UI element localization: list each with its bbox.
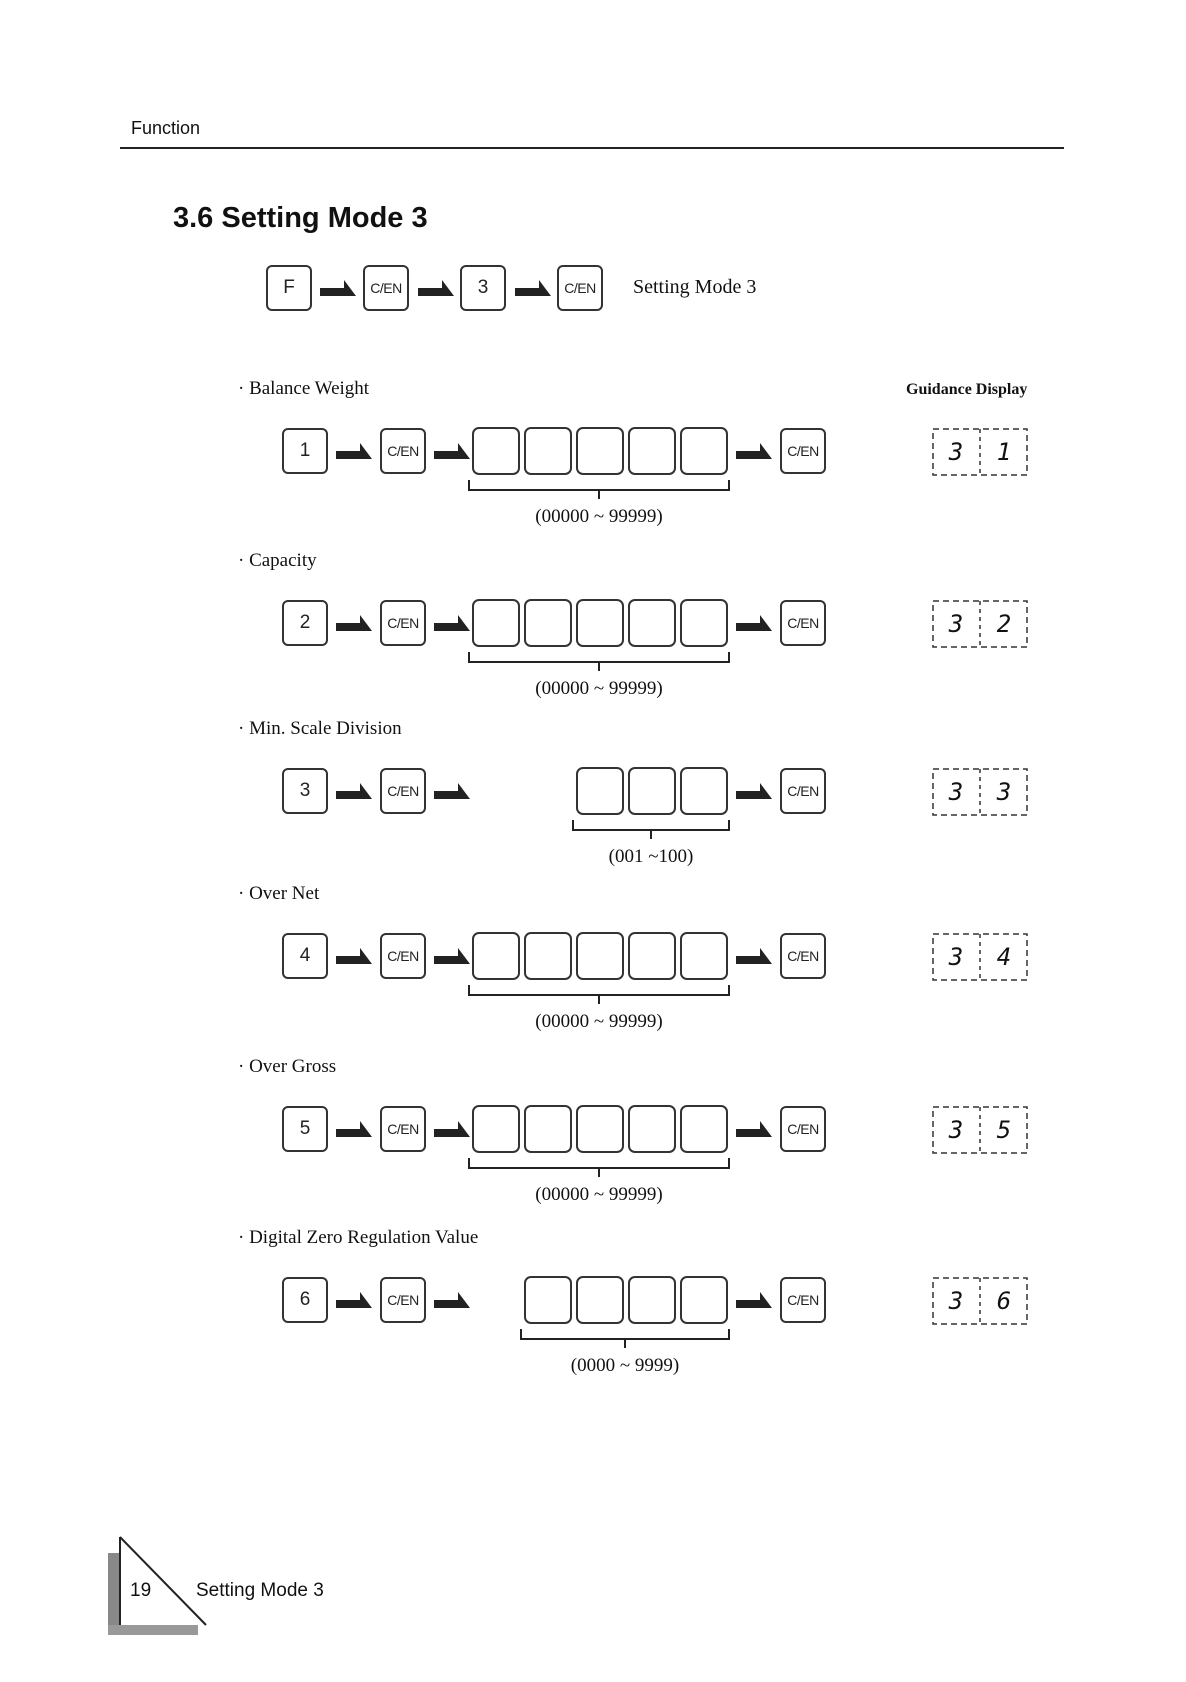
digit-box bbox=[576, 1276, 624, 1324]
digit-box bbox=[524, 1276, 572, 1324]
range-bracket bbox=[468, 985, 730, 1005]
guidance-display-title: Guidance Display bbox=[906, 381, 1028, 398]
guidance-digit-right: 6 bbox=[996, 1287, 1012, 1315]
guidance-digit-left: 3 bbox=[948, 778, 964, 806]
digit-box bbox=[680, 427, 728, 475]
guidance-digit-left: 3 bbox=[948, 1287, 964, 1315]
arrow-icon bbox=[515, 278, 551, 298]
header-rule bbox=[120, 147, 1064, 149]
digit-box bbox=[472, 599, 520, 647]
arrow-icon bbox=[336, 441, 372, 461]
key-cen: C/EN bbox=[380, 1277, 426, 1323]
digit-box bbox=[628, 1105, 676, 1153]
guidance-digit-right: 3 bbox=[996, 778, 1012, 806]
setting-label: · Balance Weight bbox=[238, 378, 370, 399]
setting-label: · Digital Zero Regulation Value bbox=[238, 1227, 479, 1248]
range-label: (001 ~100) bbox=[608, 846, 694, 867]
range-label: (00000 ~ 99999) bbox=[535, 678, 663, 699]
digit-box bbox=[680, 932, 728, 980]
key-cen: C/EN bbox=[380, 428, 426, 474]
arrow-icon bbox=[336, 1119, 372, 1139]
range-label: (00000 ~ 99999) bbox=[535, 1011, 663, 1032]
arrow-icon bbox=[320, 278, 356, 298]
mode-caption: Setting Mode 3 bbox=[633, 276, 757, 298]
key-cen: C/EN bbox=[780, 768, 826, 814]
key-cen: C/EN bbox=[780, 1106, 826, 1152]
key-number: 6 bbox=[282, 1277, 328, 1323]
section-title: 3.6 Setting Mode 3 bbox=[173, 202, 428, 234]
guidance-display bbox=[932, 933, 1028, 981]
digit-box bbox=[680, 1105, 728, 1153]
guidance-display bbox=[932, 600, 1028, 648]
arrow-icon bbox=[736, 441, 772, 461]
key-cen: C/EN bbox=[363, 265, 409, 311]
header-label: Function bbox=[131, 118, 201, 138]
key-number: 4 bbox=[282, 933, 328, 979]
digit-box bbox=[524, 932, 572, 980]
key-number: 5 bbox=[282, 1106, 328, 1152]
digit-box bbox=[472, 932, 520, 980]
digit-box bbox=[472, 1105, 520, 1153]
digit-box bbox=[576, 427, 624, 475]
digit-box bbox=[576, 1105, 624, 1153]
guidance-digit-left: 3 bbox=[948, 1116, 964, 1144]
arrow-icon bbox=[434, 441, 470, 461]
arrow-icon bbox=[434, 781, 470, 801]
arrow-icon bbox=[336, 613, 372, 633]
setting-label-text: Digital Zero Regulation Value bbox=[249, 1227, 479, 1248]
setting-label: · Over Net bbox=[238, 883, 320, 904]
range-bracket bbox=[468, 480, 730, 500]
guidance-digit-right: 5 bbox=[996, 1116, 1012, 1144]
digit-box bbox=[524, 599, 572, 647]
arrow-icon bbox=[418, 278, 454, 298]
digit-box bbox=[576, 767, 624, 815]
key-cen: C/EN bbox=[380, 1106, 426, 1152]
arrow-icon bbox=[336, 946, 372, 966]
setting-label: · Over Gross bbox=[238, 1056, 337, 1077]
range-bracket bbox=[572, 820, 730, 840]
key-cen: C/EN bbox=[380, 768, 426, 814]
arrow-icon bbox=[434, 946, 470, 966]
key-f: F bbox=[266, 265, 312, 311]
key-cen: C/EN bbox=[380, 933, 426, 979]
arrow-icon bbox=[434, 1290, 470, 1310]
arrow-icon bbox=[736, 781, 772, 801]
setting-label: · Capacity bbox=[238, 550, 317, 571]
range-label: (0000 ~ 9999) bbox=[570, 1355, 680, 1376]
guidance-display bbox=[932, 428, 1028, 476]
digit-box bbox=[628, 599, 676, 647]
range-label: (00000 ~ 99999) bbox=[535, 1184, 663, 1205]
arrow-icon bbox=[336, 1290, 372, 1310]
key-cen: C/EN bbox=[780, 1277, 826, 1323]
digit-box bbox=[680, 1276, 728, 1324]
arrow-icon bbox=[434, 1119, 470, 1139]
guidance-display bbox=[932, 1277, 1028, 1325]
digit-box bbox=[524, 427, 572, 475]
setting-label-text: Balance Weight bbox=[249, 378, 370, 399]
key-cen: C/EN bbox=[380, 600, 426, 646]
arrow-icon bbox=[736, 946, 772, 966]
guidance-digit-left: 3 bbox=[948, 438, 964, 466]
guidance-digit-right: 4 bbox=[996, 943, 1012, 971]
key-3: 3 bbox=[460, 265, 506, 311]
range-bracket bbox=[520, 1329, 730, 1349]
key-cen: C/EN bbox=[780, 600, 826, 646]
digit-box bbox=[576, 599, 624, 647]
guidance-display bbox=[932, 1106, 1028, 1154]
arrow-icon bbox=[434, 613, 470, 633]
digit-box bbox=[628, 427, 676, 475]
digit-box bbox=[628, 932, 676, 980]
digit-box bbox=[576, 932, 624, 980]
key-number: 3 bbox=[282, 768, 328, 814]
range-bracket bbox=[468, 1158, 730, 1178]
key-cen: C/EN bbox=[557, 265, 603, 311]
range-label: (00000 ~ 99999) bbox=[535, 506, 663, 527]
range-bracket bbox=[468, 652, 730, 672]
guidance-digit-left: 3 bbox=[948, 610, 964, 638]
digit-box bbox=[680, 767, 728, 815]
guidance-digit-right: 1 bbox=[996, 438, 1012, 466]
guidance-digit-right: 2 bbox=[996, 610, 1012, 638]
arrow-icon bbox=[736, 613, 772, 633]
digit-box bbox=[628, 1276, 676, 1324]
arrow-icon bbox=[336, 781, 372, 801]
digit-box bbox=[628, 767, 676, 815]
digit-box bbox=[472, 427, 520, 475]
page-number: 19 bbox=[130, 1580, 152, 1601]
setting-label: · Min. Scale Division bbox=[238, 718, 402, 739]
guidance-display bbox=[932, 768, 1028, 816]
digit-box bbox=[524, 1105, 572, 1153]
key-cen: C/EN bbox=[780, 933, 826, 979]
arrow-icon bbox=[736, 1119, 772, 1139]
setting-label-text: Capacity bbox=[249, 550, 317, 571]
key-cen: C/EN bbox=[780, 428, 826, 474]
key-number: 1 bbox=[282, 428, 328, 474]
setting-label-text: Over Net bbox=[249, 883, 320, 904]
guidance-digit-left: 3 bbox=[948, 943, 964, 971]
key-number: 2 bbox=[282, 600, 328, 646]
setting-label-text: Over Gross bbox=[249, 1056, 337, 1077]
footer-title: Setting Mode 3 bbox=[196, 1580, 324, 1601]
setting-label-text: Min. Scale Division bbox=[249, 718, 402, 739]
arrow-icon bbox=[736, 1290, 772, 1310]
digit-box bbox=[680, 599, 728, 647]
